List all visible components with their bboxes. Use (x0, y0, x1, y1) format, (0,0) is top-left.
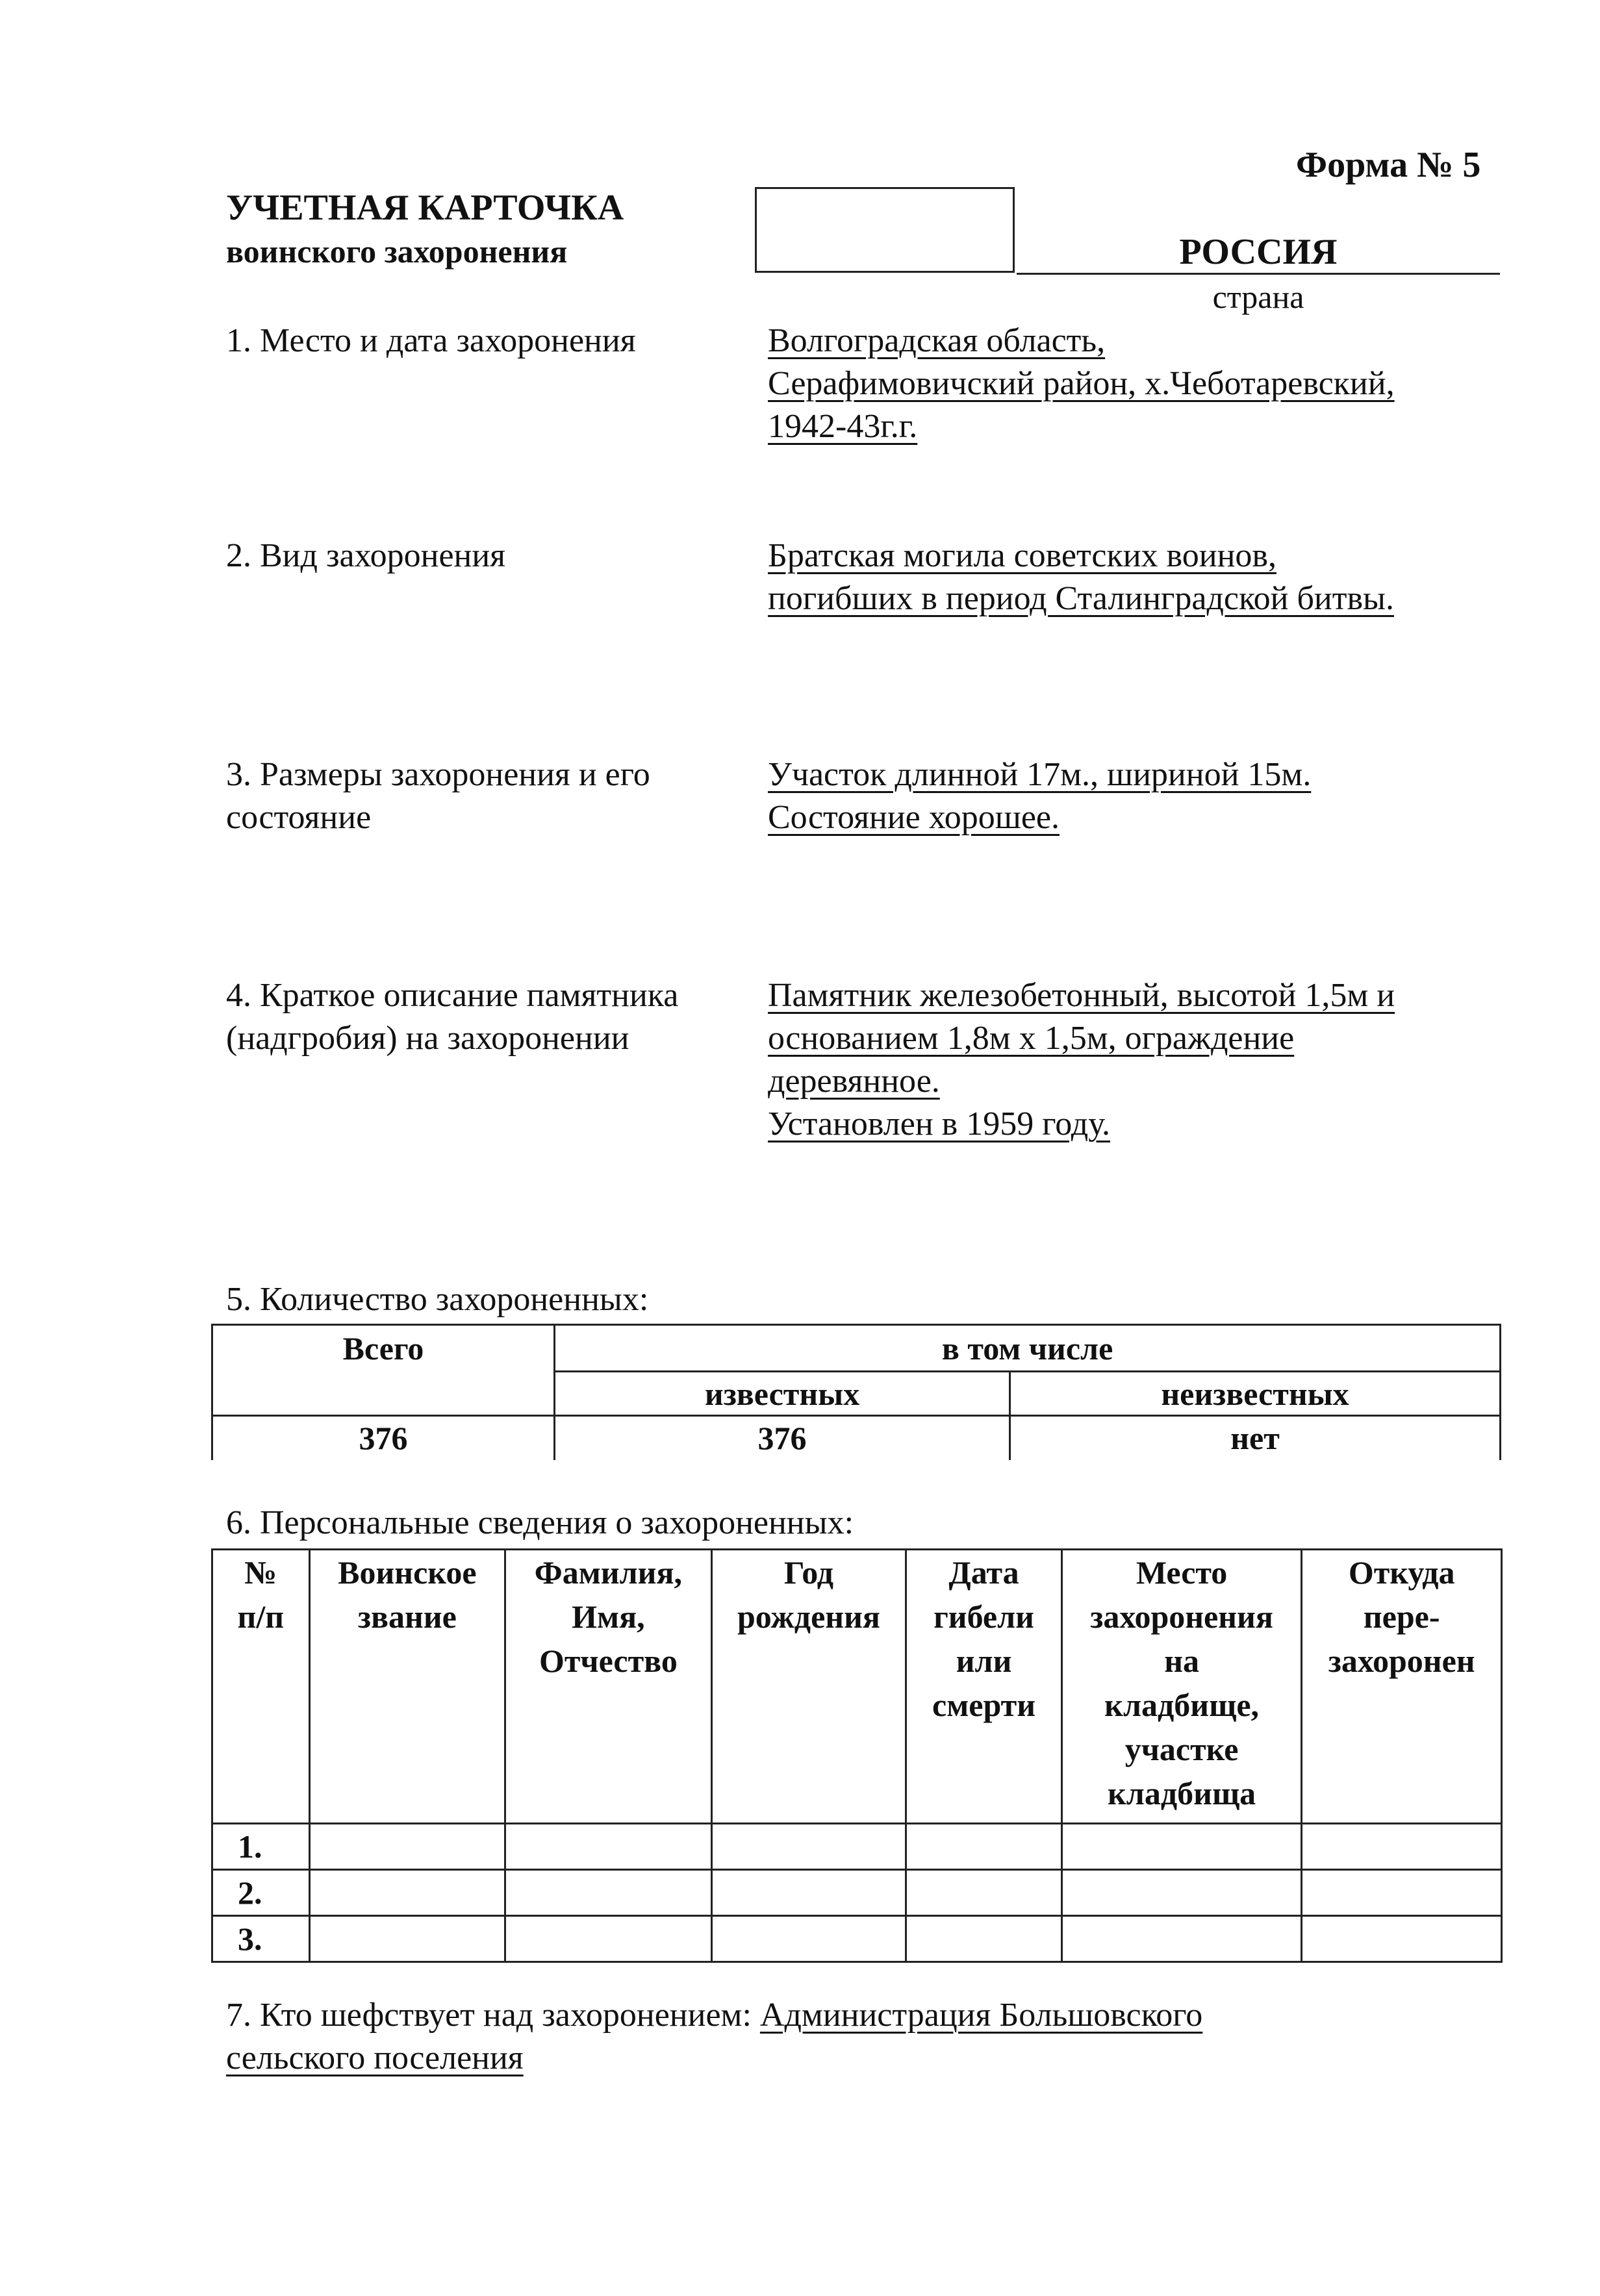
known-value: 376 (555, 1416, 1010, 1460)
total-header: Всего (212, 1325, 555, 1416)
table-row (212, 1870, 1502, 1916)
table-row (212, 1916, 1502, 1962)
row-number: 3. (212, 1916, 310, 1962)
column-header-line: Место (1136, 1554, 1228, 1591)
section-4-value-line: Памятник железобетонный, высотой 1,5м и (768, 977, 1395, 1014)
column-header (1061, 1550, 1302, 1824)
column-header (505, 1550, 712, 1824)
column-header-line: Откуда (1348, 1554, 1455, 1591)
card-title: УЧЕТНАЯ КАРТОЧКА (226, 188, 624, 228)
form-number: Форма № 5 (1296, 145, 1481, 185)
section-4-value (768, 974, 1508, 1146)
column-header-line: кладбище, (1104, 1687, 1260, 1723)
table-cell (505, 1916, 712, 1962)
table-cell (906, 1870, 1062, 1916)
column-header-line: гибели (933, 1598, 1034, 1635)
column-header-line: Имя, (572, 1598, 645, 1635)
column-header-line: на (1164, 1643, 1199, 1679)
section-3-value-line: Участок длинной 17м., шириной 15м. (768, 756, 1312, 793)
column-header-line: рождения (737, 1598, 880, 1635)
column-header-line: захоронен (1328, 1643, 1475, 1679)
section-7-value-continued: сельского поселения (226, 2039, 524, 2076)
column-header (309, 1550, 505, 1824)
section-2-value (768, 535, 1508, 620)
table-cell (309, 1916, 505, 1962)
country-caption: страна (1212, 279, 1304, 315)
column-header-line: участке (1124, 1731, 1239, 1767)
column-header-line: Воинское (338, 1554, 477, 1591)
country-underline (1017, 273, 1500, 275)
section-2-value-line: Братская могила советских воинов, (768, 537, 1276, 574)
unknown-value: нет (1010, 1416, 1501, 1460)
table-cell (1061, 1824, 1302, 1870)
section-3-label-line: 3. Размеры захоронения и его (226, 756, 650, 793)
section-7 (226, 1994, 1499, 2080)
section-2-value-line: погибших в период Сталинградской битвы. (768, 580, 1394, 617)
table-cell (1061, 1916, 1302, 1962)
section-1-value-line: Серафимовичский район, х.Чеботаревский, (768, 365, 1395, 402)
country-name: РОССИЯ (1179, 232, 1338, 272)
table-row (212, 1824, 1502, 1870)
section-3-value-line: Состояние хорошее. (768, 799, 1060, 836)
table-cell (711, 1916, 906, 1962)
known-header: известных (555, 1372, 1010, 1416)
section-4-value-line: деревянное. (768, 1063, 940, 1100)
table-cell (1302, 1870, 1502, 1916)
table-cell (711, 1824, 906, 1870)
section-1-value-line: Волгоградская область, (768, 322, 1106, 359)
table-cell (906, 1824, 1062, 1870)
section-3-label-line: состояние (226, 799, 372, 836)
column-header (906, 1550, 1062, 1824)
column-header-line: или (956, 1643, 1012, 1679)
country-emblem-box (755, 187, 1015, 273)
column-header-line: п/п (237, 1598, 285, 1635)
unknown-header: неизвестных (1010, 1372, 1501, 1416)
total-value: 376 (212, 1416, 555, 1460)
section-4-value-line: Установлен в 1959 году. (768, 1105, 1110, 1142)
section-7-value: Администрация Большовского (759, 1997, 1203, 2034)
table-cell (1302, 1916, 1502, 1962)
section-2-label: 2. Вид захоронения (226, 537, 506, 574)
column-header-line: смерти (932, 1687, 1036, 1723)
column-header-line: № (244, 1554, 277, 1591)
section-7-label: 7. Кто шефствует над захоронением: (226, 1997, 752, 2034)
column-header-line: захоронения (1090, 1598, 1273, 1635)
section-4-label (226, 974, 746, 1060)
section-1-label: 1. Место и дата захоронения (226, 322, 636, 359)
card-subtitle: воинского захоронения (226, 233, 568, 270)
table-cell (1061, 1870, 1302, 1916)
table-cell (309, 1824, 505, 1870)
burial-count-table (211, 1324, 1501, 1460)
column-header-line: кладбища (1108, 1775, 1256, 1811)
section-4-label-line: 4. Краткое описание памятника (226, 977, 679, 1014)
section-1-value (768, 320, 1508, 448)
column-header-line: Дата (948, 1554, 1019, 1591)
section-1-value-line: 1942-43г.г. (768, 408, 918, 445)
section-5-label: 5. Количество захороненных: (226, 1281, 649, 1318)
table-cell (505, 1870, 712, 1916)
table-cell (711, 1870, 906, 1916)
table-cell (1302, 1824, 1502, 1870)
table-cell (505, 1824, 712, 1870)
column-header-line: Фамилия, (534, 1554, 683, 1591)
table-cell (906, 1916, 1062, 1962)
section-3-value (768, 753, 1508, 839)
column-header (212, 1550, 310, 1824)
section-4-value-line: основанием 1,8м х 1,5м, ограждение (768, 1020, 1295, 1057)
column-header-line: Отчество (539, 1643, 678, 1679)
column-header-line: Год (783, 1554, 834, 1591)
row-number: 2. (212, 1870, 310, 1916)
section-3-label (226, 753, 746, 839)
column-header (1302, 1550, 1502, 1824)
section-6-label: 6. Персональные сведения о захороненных: (226, 1504, 854, 1541)
column-header-line: звание (357, 1598, 457, 1635)
column-header-line: пере- (1363, 1598, 1440, 1635)
personal-data-table (211, 1548, 1503, 1963)
column-header (711, 1550, 906, 1824)
including-header: в том числе (555, 1325, 1501, 1372)
row-number: 1. (212, 1824, 310, 1870)
table-cell (309, 1870, 505, 1916)
section-4-label-line: (надгробия) на захоронении (226, 1020, 629, 1057)
